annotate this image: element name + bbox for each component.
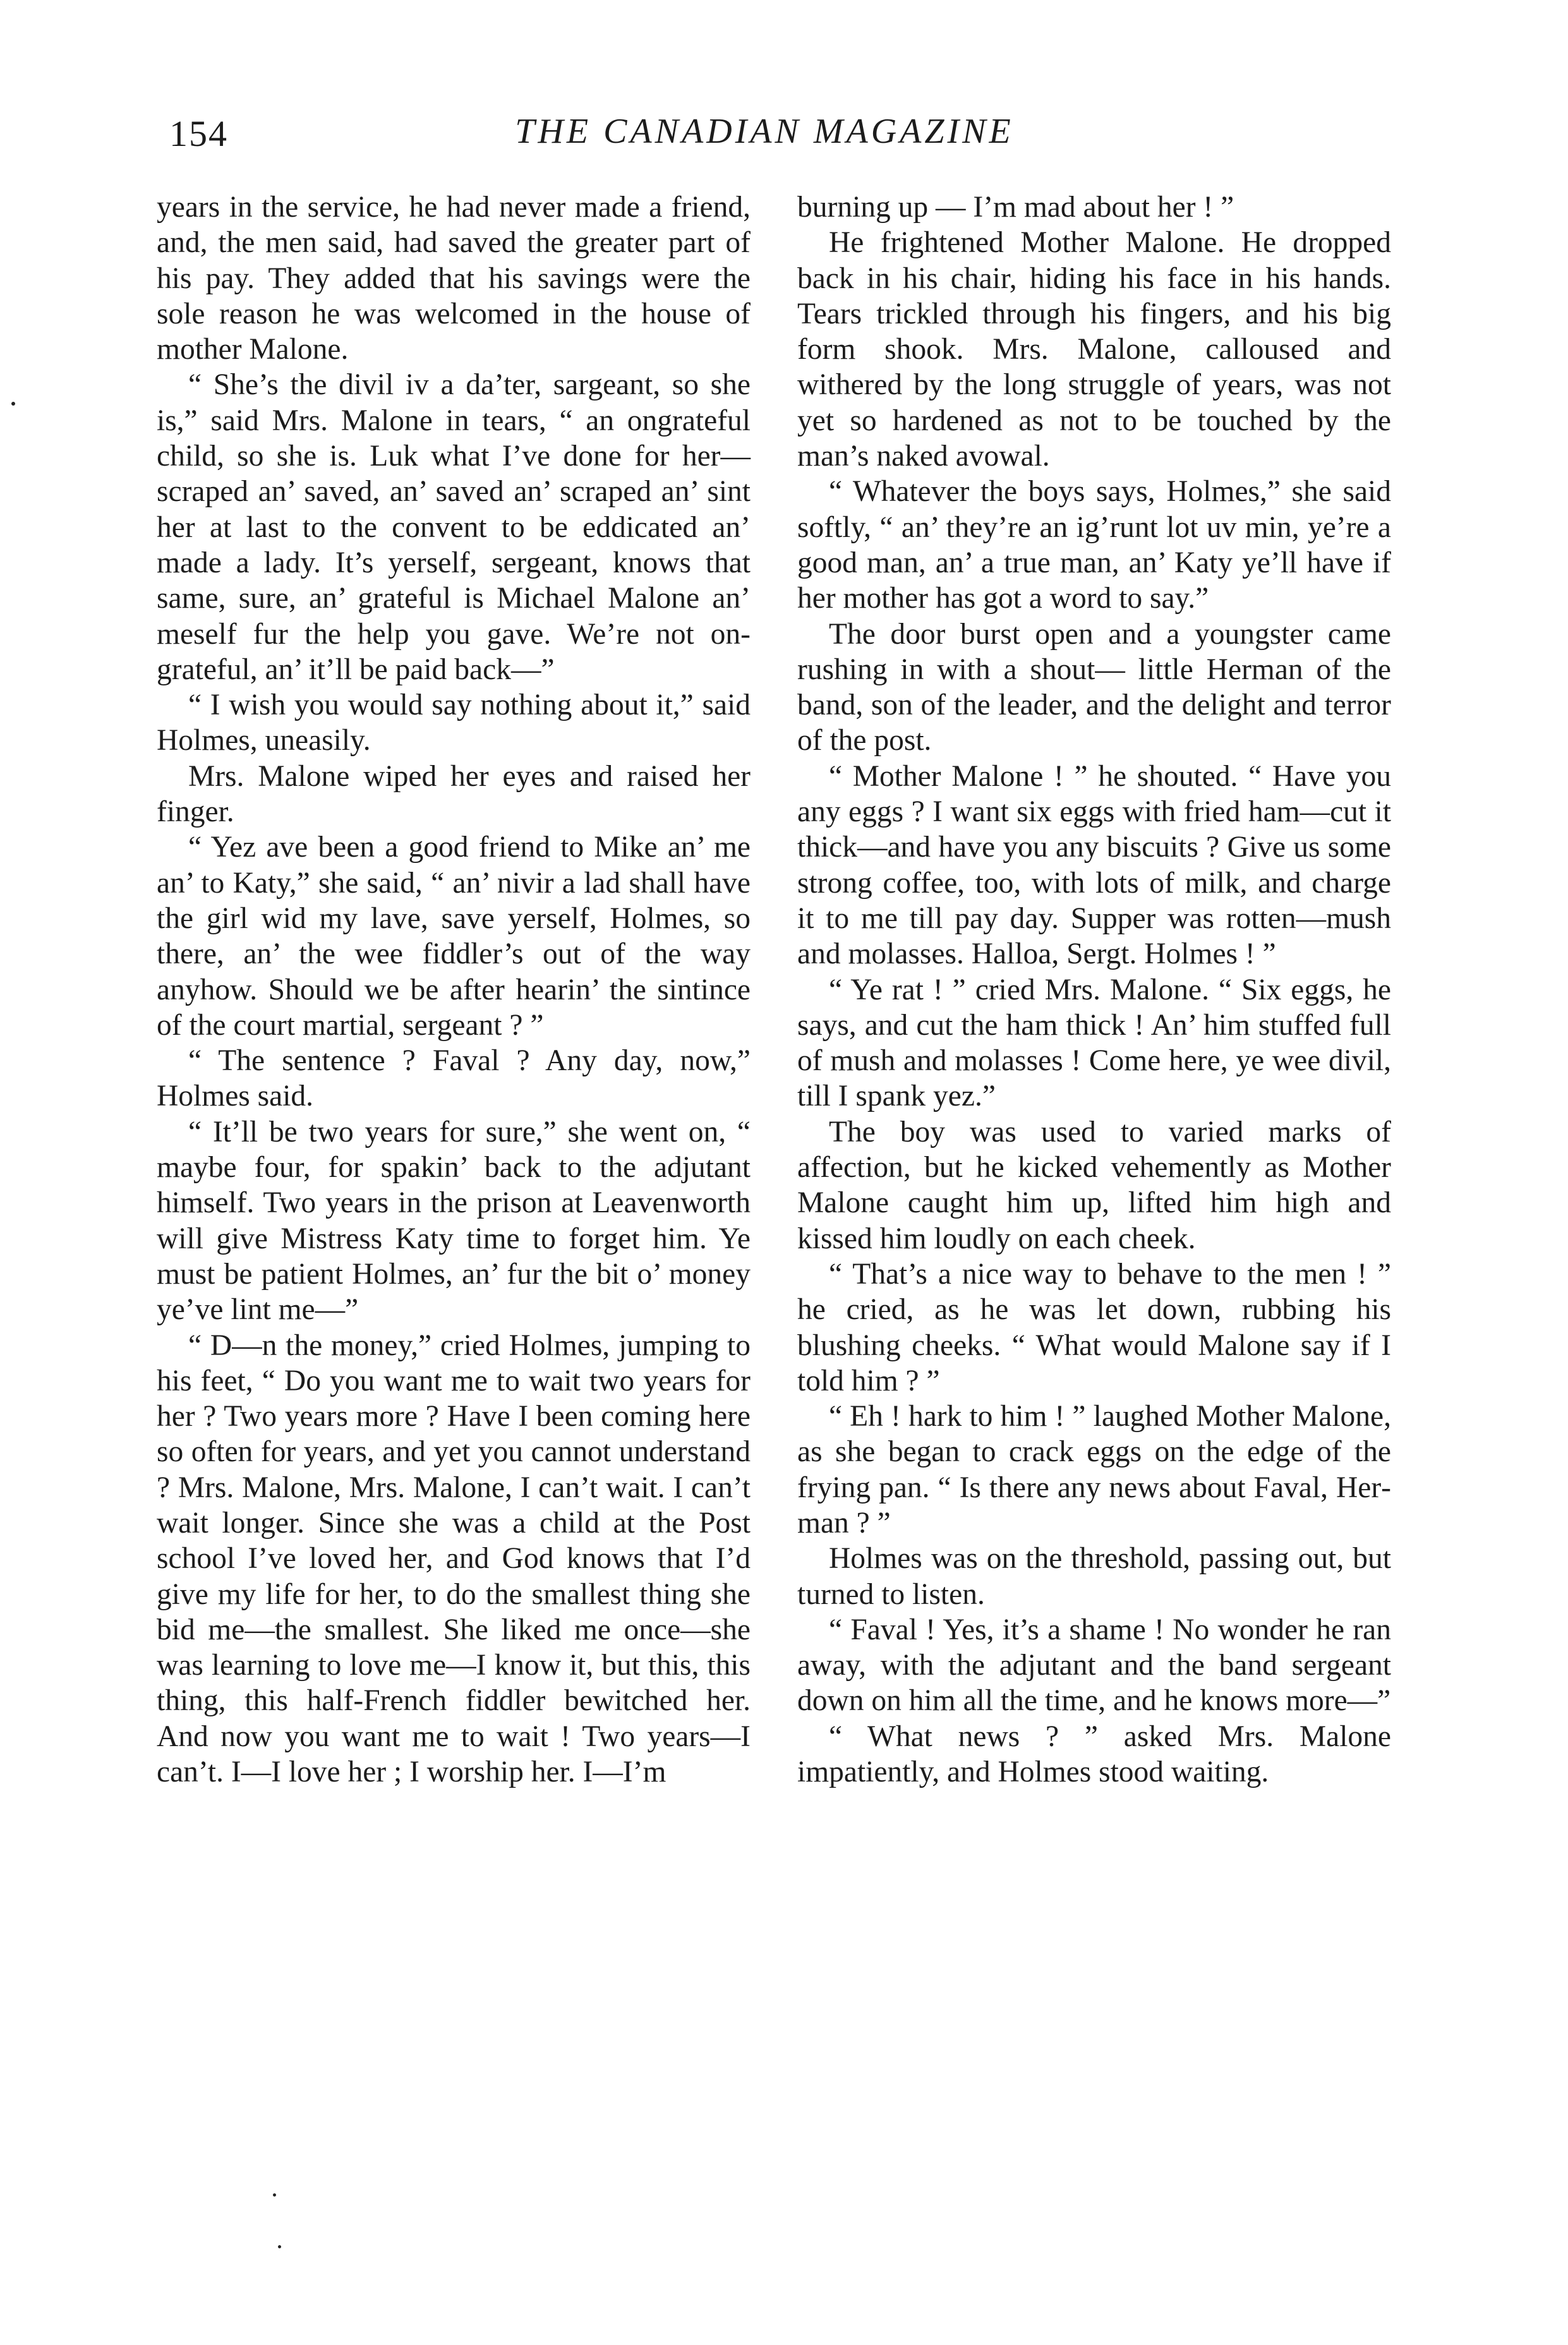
paragraph: “ I wish you would say nothing about it,” said Holmes, uneasily. [157,689,751,757]
left-column [157,190,751,1790]
paragraph: “ Yez ave been a good friend to Mike an’ me an’ to Katy,” she said, “ an’ nivir a lad shall have the girl wid my lave, save yerself, Holmes, so there, an’ the wee fiddler’s out of the way anyhow. Should we be after hearin’ the sintince of the court martial, sergeant ? ” [157,831,751,1042]
paragraph: “ D—n the money,” cried Holmes, jumping to his feet, “ Do you want me to wait two years for her ? Two years more ? Have I been coming here so often for years, and yet you cannot understand ? Mrs. Malone, Mrs. Malone, I can’t wait. I can’t wait longer. Since she was a child at the Post school I’ve loved her, and God knows that I’d give my life for her, to do the smallest thing she bid me—the smallest. She liked me once—she was learning to love me—I know it, but this, this thing, this half-French fiddler bewitched her. And now you want me to wait ! Two years—I can’t. I—I love her ; I worship her. I—I’m [157,1329,751,1789]
right-column [797,190,1391,1790]
paragraph: burning up — I’m mad about her ! ” [797,191,1234,224]
paragraph: “ It’ll be two years for sure,” she went on, “ maybe four, for spakin’ back to the adjutant himself. Two years in the prison at Leavenworth will give Mistress Katy time to forget him. Ye must be patient Holmes, an’ fur the bit o’ money ye’ve lint me—” [157,1115,751,1327]
paragraph: years in the service, he had never made a friend, and, the men said, had saved the greater part of his pay. They added that his savings were the sole reason he was welcomed in the house of mother Malone. [157,191,751,366]
paragraph: “ The sentence ? Faval ? Any day, now,” Holmes said. [157,1044,751,1113]
paragraph: Mrs. Malone wiped her eyes and raised her finger. [157,759,751,829]
print-speck [11,402,15,406]
paragraph: “ That’s a nice way to behave to the men ! ” he cried, as he was let down, rubbing his blushing cheeks. “ What would Malone say if I told him ? ” [797,1257,1391,1397]
paragraph: “ Faval ! Yes, it’s a shame ! No wonder he ran away, with the adjutant and the band sergeant down on him all the time, and he knows more—” [797,1613,1391,1718]
page-number: 154 [169,113,228,154]
paragraph: “ Whatever the boys says, Holmes,” she said softly, “ an’ they’re an ig’runt lot uv min, ye’re a good man, an’ a true man, an’ Katy ye’ll have if her mother has got a word to say.” [797,475,1391,615]
paragraph: “ Eh ! hark to him ! ” laughed Mother Malone, as she began to crack eggs on the edge of the frying pan. “ Is there any news about Faval, Herman ? ” [797,1400,1391,1540]
paragraph: Holmes was on the threshold, passing out, but turned to listen. [797,1542,1391,1611]
paragraph: “ Mother Malone ! ” he shouted. “ Have you any eggs ? I want six eggs with fried ham—cut it thick—and have you any biscuits ? Give us some strong coffee, too, with lots of milk, and charge it to me till pay day. Supper was rotten—mush and molasses. Halloa, Sergt. Holmes ! ” [797,759,1391,971]
print-speck [273,2193,276,2197]
paragraph: “ She’s the divil iv a da’ter, sargeant, so she is,” said Mrs. Malone in tears, “ an ongrateful child, so she is. Luk what I’ve done for her—scraped an’ saved, an’ saved an’ scraped an’ sint her at last to the convent to be eddicated an’ made a lady. It’s yerself, sergeant, knows that same, sure, an’ grateful is Michael Malone an’ meself fur the help you gave. We’re not ongrateful, an’ it’ll be paid back—” [157,368,751,686]
paragraph: “ What news ? ” asked Mrs. Malone impatiently, and Holmes stood waiting. [797,1720,1391,1789]
running-title: THE CANADIAN MAGAZINE [515,112,1014,151]
paragraph: “ Ye rat ! ” cried Mrs. Malone. “ Six eggs, he says, and cut the ham thick ! An’ him stuffed full of mush and molasses ! Come here, ye wee divil, till I spank yez.” [797,973,1391,1113]
paragraph: He frightened Mother Malone. He dropped back in his chair, hiding his face in his hands. Tears trickled through his fingers, and his big form shook. Mrs. Malone, calloused and withered by the long struggle of years, was not yet so hardened as not to be touched by the man’s naked avowal. [797,226,1391,473]
paragraph: The boy was used to varied marks of affection, but he kicked vehemently as Mother Malone caught him up, lifted him high and kissed him loudly on each cheek. [797,1115,1391,1255]
paragraph: The door burst open and a youngster came rushing in with a shout— little Herman of the band, son of the leader, and the delight and terror of the post. [797,617,1391,757]
print-speck [278,2245,281,2248]
